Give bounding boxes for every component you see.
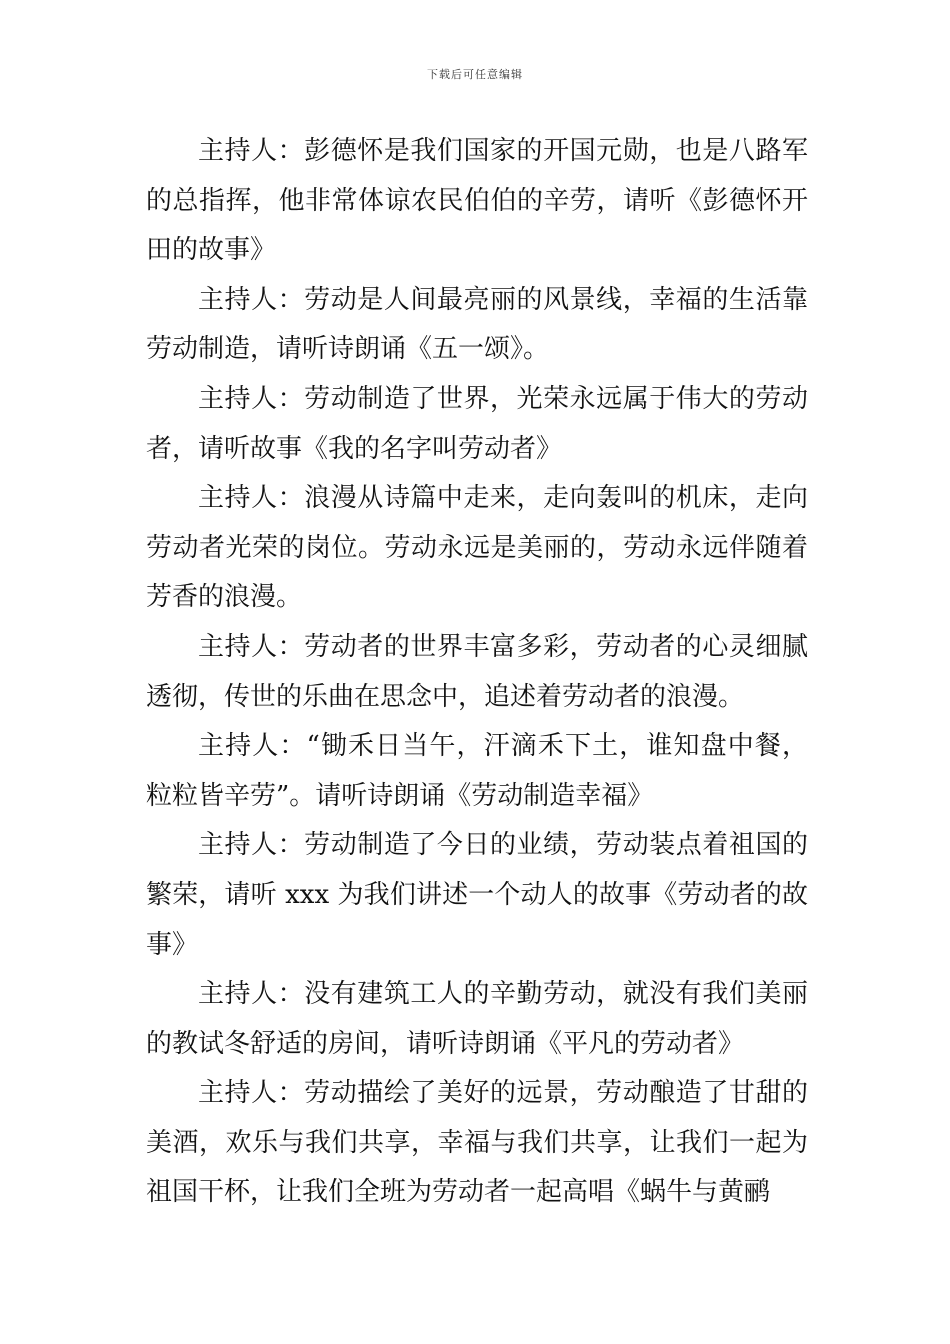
header-note: 下载后可任意编辑	[427, 68, 523, 81]
paragraph-1: 主持人：彭德怀是我们国家的开国元勋，也是八路军的总指挥，他非常体谅农民伯伯的辛劳，请听《彭德怀开田的故事》	[146, 136, 808, 266]
paragraph-7: 主持人：劳动制造了今日的业绩，劳动装点着祖国的繁荣，请听 xxx 为我们讲述一个动人的故事《劳动者的故事》	[146, 830, 808, 960]
paragraph-6: 主持人：“锄禾日当午，汗滴禾下土，谁知盘中餐，粒粒皆辛劳”。请听诗朗诵《劳动制造幸福》	[146, 731, 808, 811]
paragraph-2: 主持人：劳动是人间最亮丽的风景线，幸福的生活靠劳动制造，请听诗朗诵《五一颂》。	[146, 284, 808, 365]
paragraph-9: 主持人：劳动描绘了美好的远景，劳动酿造了甘甜的美酒，欢乐与我们共享，幸福与我们共享，让我们一起为祖国干杯，让我们全班为劳动者一起高唱《蜗牛与黄鹂	[146, 1078, 808, 1208]
paragraph-4: 主持人：浪漫从诗篇中走来，走向轰叫的机床，走向劳动者光荣的岗位。劳动永远是美丽的，劳动永远伴随着芳香的浪漫。	[146, 483, 808, 613]
paragraph-3: 主持人：劳动制造了世界，光荣永远属于伟大的劳动者，请听故事《我的名字叫劳动者》	[146, 383, 808, 464]
paragraph-5: 主持人：劳动者的世界丰富多彩，劳动者的心灵细腻透彻，传世的乐曲在思念中，追述着劳动者的浪漫。	[146, 631, 808, 712]
document-body	[146, 127, 808, 1218]
paragraph-8: 主持人：没有建筑工人的辛勤劳动，就没有我们美丽的教试冬舒适的房间，请听诗朗诵《平凡的劳动者》	[146, 979, 808, 1059]
